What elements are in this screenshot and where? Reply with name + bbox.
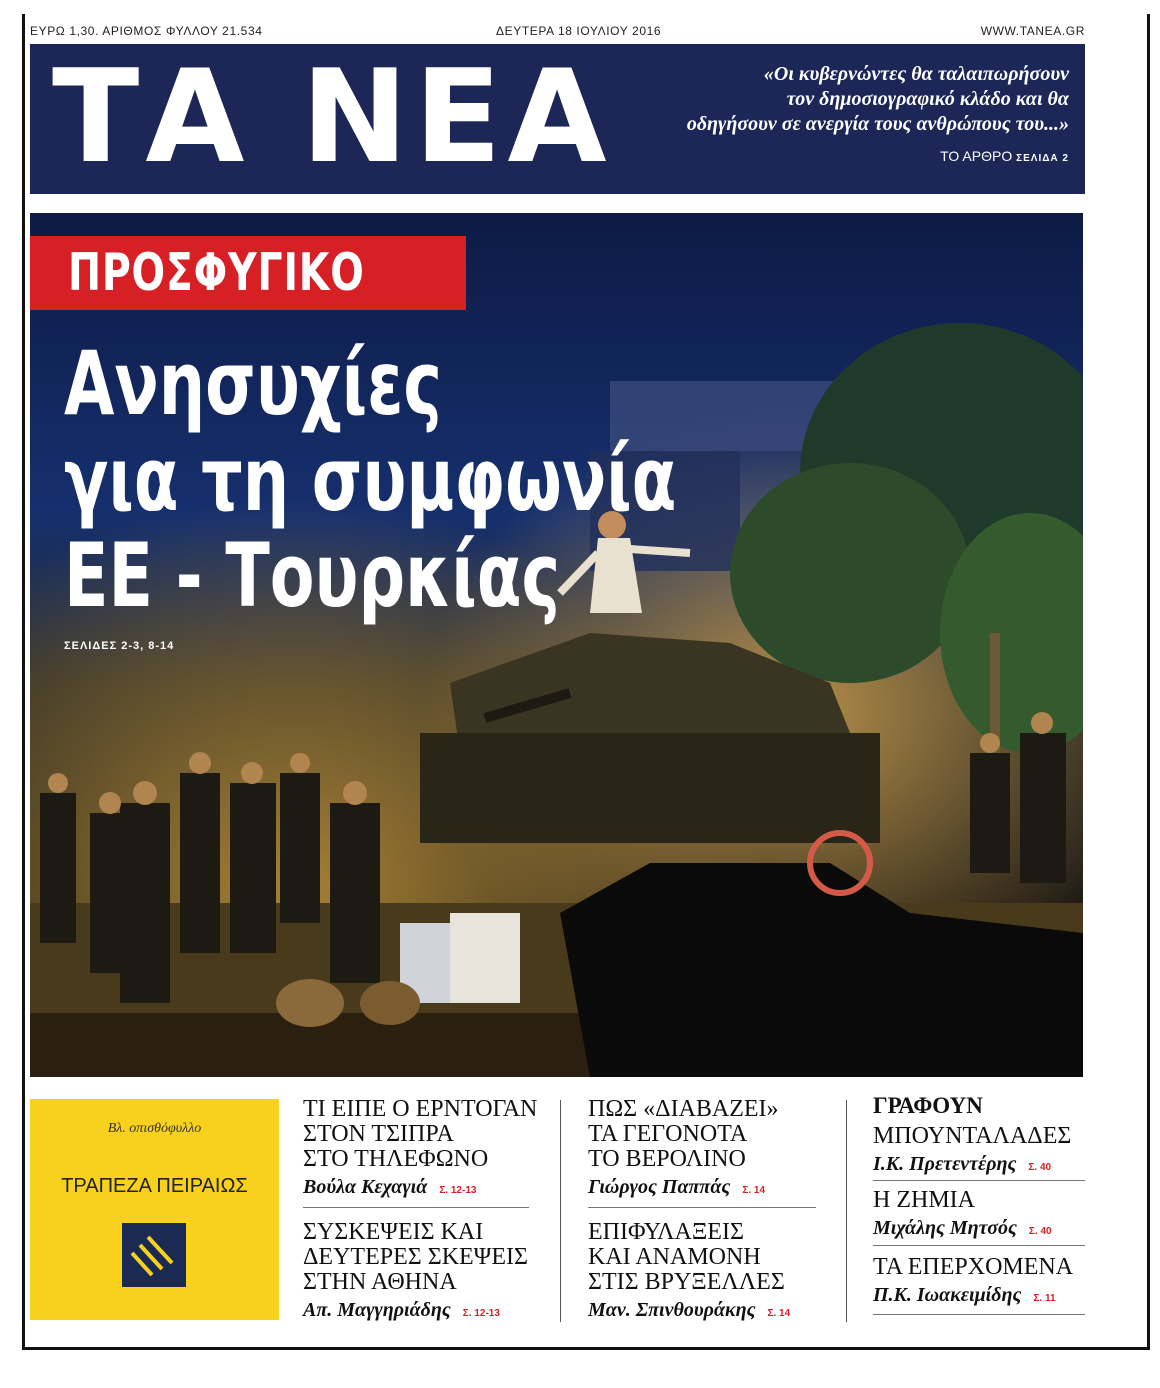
- article-reference: [940, 148, 1069, 164]
- opinion-page: Σ. 11: [1033, 1293, 1056, 1304]
- story-page: Σ. 14: [742, 1185, 766, 1196]
- story-author: Μαν. Σπινθουράκης: [588, 1299, 756, 1321]
- reference-page: ΣΕΛΙΔΑ 2: [1016, 153, 1069, 164]
- see-back-page: Βλ. οπισθόφυλλο: [107, 1121, 202, 1136]
- story[interactable]: [303, 1220, 528, 1322]
- opinion-author: Ι.Κ. Πρετεντέρης: [873, 1153, 1017, 1175]
- divider: [873, 1314, 1085, 1315]
- opinion-title: Η ΖΗΜΙΑ: [873, 1187, 975, 1213]
- story-page: Σ. 14: [767, 1308, 791, 1319]
- headline-line: ΕΕ - Τουρκίας: [64, 524, 561, 627]
- quote-line: «Οι κυβερνώντες θα ταλαιπωρήσουν: [763, 63, 1069, 85]
- price-issue: ΕΥΡΩ 1,30. ΑΡΙΘΜΟΣ ΦΥΛΛΟΥ 21.534: [30, 24, 263, 38]
- divider: [873, 1245, 1085, 1246]
- opinion-item[interactable]: [873, 1255, 1073, 1307]
- story-title: ΕΠΙΦΥΛΑΞΕΙΣ ΚΑΙ ΑΝΑΜΟΝΗ ΣΤΙΣ ΒΡΥΞΕΛΛΕΣ: [588, 1219, 785, 1295]
- newspaper-logo: ΤΑ ΝΕΑ: [52, 43, 613, 192]
- story-author: Βούλα Κεχαγιά: [303, 1176, 428, 1198]
- website[interactable]: WWW.TANEA.GR: [980, 24, 1085, 38]
- story[interactable]: [303, 1097, 537, 1199]
- story-page: Σ. 12-13: [462, 1308, 500, 1319]
- divider: [873, 1180, 1085, 1181]
- opinion-page: Σ. 40: [1028, 1226, 1052, 1237]
- divider: [303, 1207, 529, 1208]
- headline-line: Ανησυχίες: [64, 332, 443, 435]
- story-title: ΤΙ ΕΙΠΕ Ο ΕΡΝΤΟΓΑΝ ΣΤΟΝ ΤΣΙΠΡΑ ΣΤΟ ΤΗΛΕΦΩΝΟ: [303, 1096, 538, 1172]
- bank-advertisement[interactable]: [30, 1099, 279, 1320]
- piraeus-bank-logo-icon: [122, 1223, 186, 1287]
- opinion-author: Π.Κ. Ιωακειμίδης: [873, 1284, 1022, 1306]
- opinion-item[interactable]: [873, 1124, 1071, 1176]
- story-author: Γιώργος Παππάς: [588, 1176, 731, 1198]
- lead-pages: ΣΕΛΙΔΕΣ 2-3, 8-14: [64, 640, 175, 652]
- masthead-quote: [589, 62, 1069, 137]
- story-author: Απ. Μαγγηριάδης: [303, 1299, 451, 1321]
- opinion-author: Μιχάλης Μητσός: [873, 1217, 1017, 1239]
- opinion-title: ΤΑ ΕΠΕΡΧΟΜΕΝΑ: [873, 1254, 1074, 1280]
- story[interactable]: [588, 1097, 779, 1199]
- story-title: ΠΩΣ «ΔΙΑΒΑΖΕΙ» ΤΑ ΓΕΓΟΝΟΤΑ ΤΟ ΒΕΡΟΛΙΝΟ: [588, 1096, 779, 1172]
- quote-line: οδηγήσουν σε ανεργία τους ανθρώπους του...»: [686, 113, 1069, 135]
- lead-kicker: [30, 236, 466, 310]
- story-page: Σ. 12-13: [439, 1185, 477, 1196]
- story-title: ΣΥΣΚΕΨΕΙΣ ΚΑΙ ΔΕΥΤΕΡΕΣ ΣΚΕΨΕΙΣ ΣΤΗΝ ΑΘΗΝΑ: [303, 1219, 529, 1295]
- opinion-item[interactable]: [873, 1188, 1052, 1240]
- masthead: [30, 44, 1085, 194]
- issue-date: ΔΕΥΤΕΡΑ 18 ΙΟΥΛΙΟΥ 2016: [496, 24, 662, 38]
- quote-line: τον δημοσιογραφικό κλάδο και θα: [786, 88, 1069, 110]
- column-divider: [560, 1100, 561, 1322]
- kicker-text: ΠΡΟΣΦΥΓΙΚΟ: [68, 243, 365, 303]
- story[interactable]: [588, 1220, 790, 1322]
- opinion-heading: ΓΡΑΦΟΥΝ: [873, 1093, 983, 1118]
- opinion-page: Σ. 40: [1028, 1162, 1052, 1173]
- reference-label: ΤΟ ΑΡΘΡΟ: [940, 148, 1013, 164]
- divider: [588, 1207, 816, 1208]
- opinion-title: ΜΠΟΥΝΤΑΛΑΔΕΣ: [873, 1123, 1072, 1149]
- bank-name: ΤΡΑΠΕΖΑ ΠΕΙΡΑΙΩΣ: [61, 1175, 248, 1197]
- headline-line: για τη συμφωνία: [64, 428, 677, 531]
- column-divider: [846, 1100, 847, 1322]
